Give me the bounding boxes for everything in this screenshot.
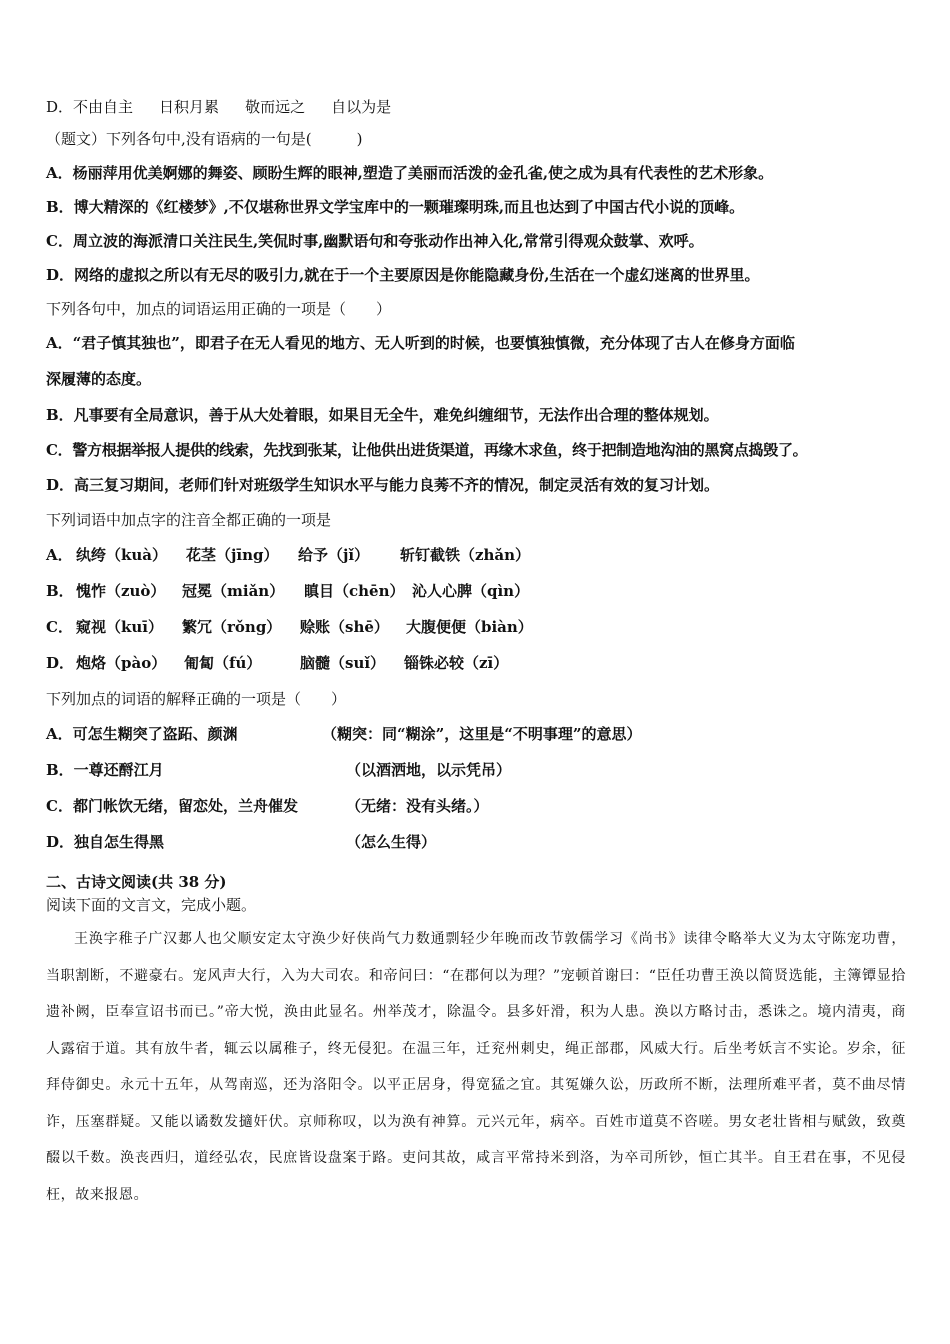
pinyin-item: 脑髓（suǐ） <box>300 654 386 672</box>
pinyin-item: 炮烙（pào） <box>76 654 167 672</box>
pinyin-option-row <box>46 544 906 580</box>
pinyin-item: 花茎（jīng） <box>186 546 279 564</box>
option-word: 自以为是 <box>331 98 392 116</box>
option-note: （糊突：同“糊涂”，这里是“不明事理”的意思） <box>322 725 642 743</box>
option-word: 不由自主 <box>73 98 134 116</box>
definition-option <box>46 831 906 865</box>
option-label: D． <box>46 98 74 116</box>
answer-option-continuation: 深履薄的态度。 <box>46 370 152 388</box>
option-text: C．都门帐饮无绪，留恋处，兰舟催发 <box>46 797 298 815</box>
option-label: C． <box>46 618 73 636</box>
prev-option-d <box>46 96 906 128</box>
option-word: 日积月累 <box>159 98 220 116</box>
definition-option <box>46 795 906 831</box>
pinyin-item: 赊账（shē） <box>300 618 389 636</box>
answer-option: A．“君子慎其独也”，即君子在无人看见的地方、无人听到的时候，也要慎独慎微，充分体现了古人在修身方面临 <box>46 334 795 352</box>
exam-page <box>46 96 906 1213</box>
option-note: （以酒洒地，以示凭吊） <box>346 761 512 779</box>
pinyin-item: 大腹便便（biàn） <box>406 618 533 636</box>
answer-option: C．警方根据举报人提供的线索，先找到张某，让他供出进货渠道，再缘木求鱼，终于把制造地沟油的黑窝点捣毁了。 <box>46 441 808 459</box>
question-stem: 下列词语中加点字的注音全都正确的一项是 <box>46 511 332 529</box>
option-text: A．可怎生糊突了盗跖、颜渊 <box>46 725 238 743</box>
option-label: D． <box>46 654 75 672</box>
answer-option: B．博大精深的《红楼梦》,不仅堪称世界文学宝库中的一颗璀璨明珠,而且也达到了中国古代小说的顶峰。 <box>46 198 745 216</box>
question-stem: （题文）下列各句中,没有语病的一句是( ) <box>46 130 363 148</box>
option-text: D．独自怎生得黑 <box>46 833 165 851</box>
section-title: 二、古诗文阅读(共 38 分) <box>46 873 227 891</box>
pinyin-item: 给予（jǐ） <box>298 546 370 564</box>
pinyin-item: 窥视（kuī） <box>76 618 163 636</box>
section-instruction: 阅读下面的文言文，完成小题。 <box>46 896 257 914</box>
pinyin-option-row <box>46 616 906 652</box>
answer-option: D．高三复习期间，老师们针对班级学生知识水平与能力良莠不齐的情况，制定灵活有效的复习计划。 <box>46 476 720 494</box>
pinyin-item: 冠冕（miǎn） <box>182 582 285 600</box>
pinyin-item: 繁冗（rǒng） <box>182 618 282 636</box>
option-label: A． <box>46 546 73 564</box>
pinyin-item: 锱铢必较（zī） <box>404 654 509 672</box>
definition-option <box>46 723 906 759</box>
pinyin-option-row <box>46 580 906 616</box>
answer-option: D．网络的虚拟之所以有无尽的吸引力,就在于一个主要原因是你能隐藏身份,生活在一个虚幻迷离的世界里。 <box>46 266 760 284</box>
pinyin-item: 斩钉截铁（zhǎn） <box>400 546 531 564</box>
option-word: 敬而远之 <box>245 98 306 116</box>
question-stem: 下列加点的词语的解释正确的一项是（ ） <box>46 690 347 708</box>
pinyin-item: 愧怍（zuò） <box>76 582 166 600</box>
option-text: B．一尊还酹江月 <box>46 761 164 779</box>
answer-option: A．杨丽萍用优美婀娜的舞姿、顾盼生辉的眼神,塑造了美丽而活泼的金孔雀,使之成为具有代表性的艺术形象。 <box>46 164 774 182</box>
pinyin-item: 纨绔（kuà） <box>76 546 168 564</box>
answer-option: C．周立波的海派清口关注民生,笑侃时事,幽默语句和夸张动作出神入化,常常引得观众鼓掌、欢呼。 <box>46 232 704 250</box>
answer-option: B．凡事要有全局意识，善于从大处着眼，如果目无全牛，难免纠缠细节，无法作出合理的整体规划。 <box>46 406 719 424</box>
pinyin-item: 瞋目（chēn） <box>304 582 405 600</box>
pinyin-item: 匍匐（fú） <box>184 654 262 672</box>
definition-option <box>46 759 906 795</box>
classical-passage: 王涣字稚子广汉郪人也父顺安定太守涣少好侠尚气力数通剽轻少年晚而改节敦儒学习《尚书》读律令略举大义为太守陈宠功曹，当职割断，不避豪右。宠风声大行，入为大司农。和帝问曰：“在郡何以为理？”宠顿首谢曰：“臣任功曹王涣以简贤选能，主簿镡显拾遗补阙，臣奉宣诏书而已。”帝大悦，涣由此显名。州举茂才，除温令。县多奸滑，积为人患。涣以方略讨击，悉诛之。境内清夷，商人露宿于道。其有放牛者，辄云以属稚子，终无侵犯。在温三年，迁兖州刺史，绳正部郡，风威大行。后坐考妖言不实论。岁余，征拜侍御史。永元十五年，从驾南巡，还为洛阳令。以平正居身，得宽猛之宜。其冤嫌久讼，历政所不断，法理所难平者，莫不曲尽情诈，压塞群疑。又能以谲数发擿奸伏。京师称叹，以为涣有神算。元兴元年，病卒。百姓市道莫不咨嗟。男女老壮皆相与赋敛，致奠醊以千数。涣丧西归，道经弘农，民庶皆设盘案于路。吏问其故，咸言平常持米到洛，为卒司所钞，恒亡其半。自王君在事，不见侵枉，故来报恩。 <box>46 931 906 1203</box>
option-note: （无绪：没有头绪。） <box>346 797 489 815</box>
pinyin-item: 沁人心脾（qìn） <box>412 582 530 600</box>
question-stem: 下列各句中，加点的词语运用正确的一项是（ ） <box>46 300 392 318</box>
option-note: （怎么生得） <box>346 833 437 851</box>
pinyin-option-row <box>46 652 906 688</box>
option-label: B． <box>46 582 74 600</box>
